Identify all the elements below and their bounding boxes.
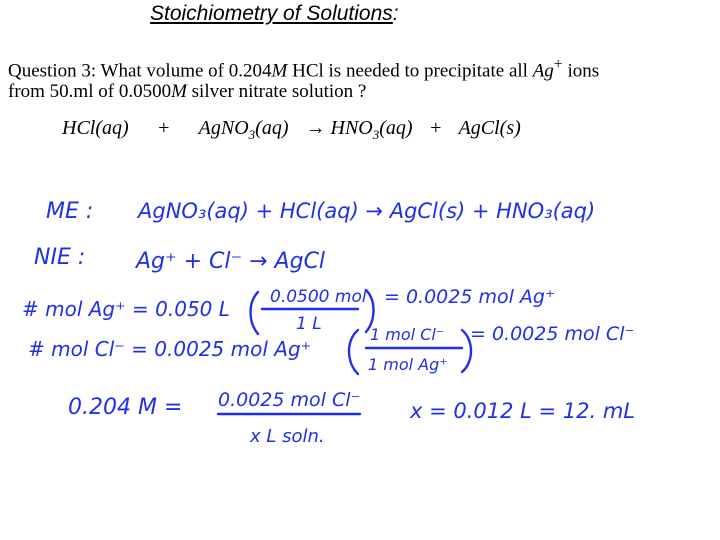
me-label: ME : — [46, 199, 94, 224]
q1-part-c: ions — [562, 60, 600, 82]
q1-part-a: Question 3: What volume of 0.204 — [8, 60, 272, 82]
q2-molarity-unit: M — [171, 81, 187, 103]
mol-cl-result: = 0.0025 mol Cl⁻ — [470, 323, 635, 345]
q2-part-a: from 50.ml of 0.0500 — [8, 81, 172, 103]
molarity-denominator: x L soln. — [250, 426, 325, 447]
paren-left-2 — [349, 330, 358, 374]
q2-part-b: silver nitrate solution ? — [186, 81, 367, 103]
nie-equation: Ag⁺ + Cl⁻ → AgCl — [136, 249, 326, 274]
title-colon: : — [392, 2, 399, 25]
mol-ag-denominator: 1 L — [296, 314, 322, 334]
mol-cl-numerator: 1 mol Cl⁻ — [370, 325, 445, 344]
hno3-sub: 3 — [372, 127, 380, 142]
agno3-sub: 3 — [248, 127, 256, 142]
q1-ion: Ag — [532, 60, 554, 82]
mol-ag-result: = 0.0025 mol Ag⁺ — [384, 286, 556, 308]
agno3-a: AgNO — [198, 117, 249, 139]
mol-cl-denominator: 1 mol Ag⁺ — [368, 355, 448, 374]
q1-molarity-unit: M — [271, 60, 288, 82]
q1-part-b: HCl is needed to precipitate all — [287, 60, 533, 82]
hno3-a: HNO — [330, 117, 373, 139]
reaction-arrow: → — [305, 117, 326, 139]
reactant-hcl: HCl(aq) — [62, 117, 129, 139]
molarity-eq-left: 0.204 M = — [68, 395, 183, 420]
nie-label: NIE : — [34, 245, 86, 270]
hno3-b: (aq) — [379, 117, 413, 139]
volume-answer: x = 0.012 L = 12. mL — [410, 399, 636, 423]
mol-cl-calc-left: # mol Cl⁻ = 0.0025 mol Ag⁺ — [28, 337, 312, 361]
plus-sign-2: + — [428, 117, 443, 139]
product-agcl: AgCl(s) — [458, 117, 521, 139]
mol-ag-calc-left: # mol Ag⁺ = 0.050 L — [22, 297, 230, 321]
me-equation: AgNO₃(aq) + HCl(aq) → AgCl(s) + HNO₃(aq) — [138, 199, 596, 223]
plus-sign-1: + — [156, 117, 171, 139]
title-text: Stoichiometry of Solutions — [150, 2, 393, 25]
paren-left-1 — [251, 292, 259, 334]
q1-ion-charge: + — [553, 56, 563, 73]
agno3-b: (aq) — [255, 117, 289, 139]
molarity-numerator: 0.0025 mol Cl⁻ — [218, 389, 361, 411]
mol-ag-numerator: 0.0500 mol — [270, 287, 367, 307]
